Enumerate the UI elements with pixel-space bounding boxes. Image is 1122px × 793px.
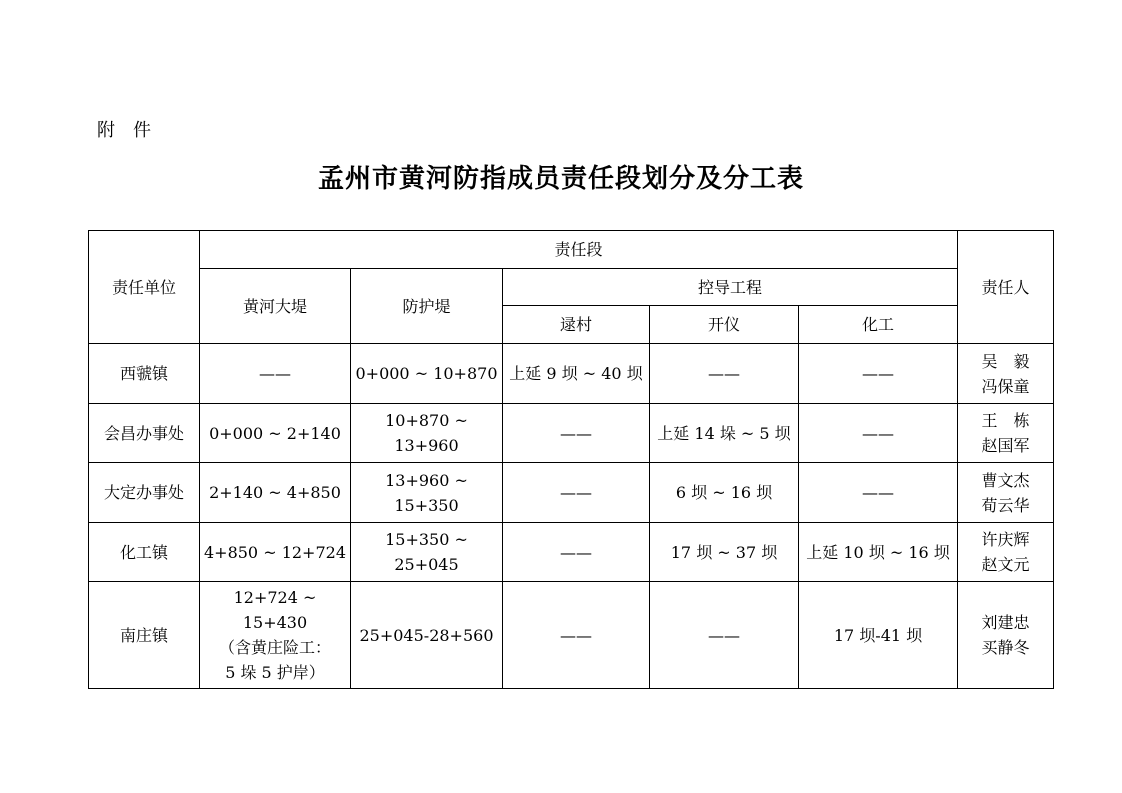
cell-protect: 15+350 ~ 25+045 — [351, 523, 503, 582]
cell-huagong: 17 坝-41 坝 — [799, 582, 958, 689]
cell-kaiyi: 17 坝 ~ 37 坝 — [650, 523, 799, 582]
header-levee: 黄河大堤 — [200, 269, 351, 344]
table-row — [89, 463, 1054, 523]
person-name: 荀云华 — [981, 495, 1030, 515]
cell-person — [958, 344, 1054, 404]
cell-person — [958, 523, 1054, 582]
header-unit: 责任单位 — [89, 231, 200, 344]
responsibility-table — [88, 230, 1054, 689]
table-row — [89, 404, 1054, 463]
cell-lucun: 上延 9 坝 ~ 40 坝 — [503, 344, 650, 404]
cell-unit: 南庄镇 — [89, 582, 200, 689]
levee-line: （含黄庄险工： — [218, 638, 331, 657]
cell-huagong: —— — [799, 404, 958, 463]
cell-protect: 13+960 ~ 15+350 — [351, 463, 503, 523]
levee-line: 5 垛 5 护岸） — [225, 663, 325, 682]
levee-line: 12+724 ~ 15+430 — [233, 588, 317, 632]
cell-levee: 2+140 ~ 4+850 — [200, 463, 351, 523]
person-name: 刘建忠 — [981, 613, 1030, 632]
header-lucun: 逯村 — [503, 306, 650, 344]
header-huagong: 化工 — [799, 306, 958, 344]
cell-person — [958, 582, 1054, 689]
person-name: 许庆辉 — [981, 530, 1030, 549]
header-control: 控导工程 — [503, 269, 958, 306]
page-title: 孟州市黄河防指成员责任段划分及分工表 — [317, 164, 804, 194]
cell-levee: 4+850 ~ 12+724 — [200, 523, 351, 582]
cell-protect: 10+870 ~ 13+960 — [351, 404, 503, 463]
table-row — [89, 344, 1054, 404]
person-name: 王 栋 — [981, 411, 1030, 430]
cell-protect: 0+000 ~ 10+870 — [351, 344, 503, 404]
cell-person — [958, 463, 1054, 523]
person-name: 买静冬 — [981, 638, 1030, 657]
cell-kaiyi: —— — [650, 344, 799, 404]
attachment-label: 附 件 — [97, 120, 151, 141]
cell-unit: 会昌办事处 — [89, 404, 200, 463]
cell-huagong: 上延 10 坝 ~ 16 坝 — [799, 523, 958, 582]
cell-kaiyi: 6 坝 ~ 16 坝 — [650, 463, 799, 523]
cell-kaiyi: 上延 14 垛 ~ 5 坝 — [650, 404, 799, 463]
cell-huagong: —— — [799, 344, 958, 404]
header-person: 责任人 — [958, 231, 1054, 344]
person-name: 赵文元 — [981, 555, 1030, 574]
person-name: 赵国军 — [981, 436, 1030, 455]
table-row — [89, 582, 1054, 689]
person-name: 曹文杰 — [981, 470, 1030, 490]
table-row — [89, 523, 1054, 582]
cell-lucun: —— — [503, 463, 650, 523]
cell-unit: 化工镇 — [89, 523, 200, 582]
cell-person — [958, 404, 1054, 463]
header-protect: 防护堤 — [351, 269, 503, 344]
person-name: 冯保童 — [981, 376, 1030, 396]
cell-levee: —— — [200, 344, 351, 404]
header-segment: 责任段 — [200, 231, 958, 269]
person-name: 吴 毅 — [981, 351, 1030, 371]
cell-levee: 0+000 ~ 2+140 — [200, 404, 351, 463]
header-kaiyi: 开仪 — [650, 306, 799, 344]
cell-lucun: —— — [503, 582, 650, 689]
cell-huagong: —— — [799, 463, 958, 523]
cell-levee — [200, 582, 351, 689]
cell-kaiyi: —— — [650, 582, 799, 689]
cell-protect: 25+045-28+560 — [351, 582, 503, 689]
cell-unit: 大定办事处 — [89, 463, 200, 523]
cell-lucun: —— — [503, 523, 650, 582]
cell-lucun: —— — [503, 404, 650, 463]
cell-unit: 西虢镇 — [89, 344, 200, 404]
